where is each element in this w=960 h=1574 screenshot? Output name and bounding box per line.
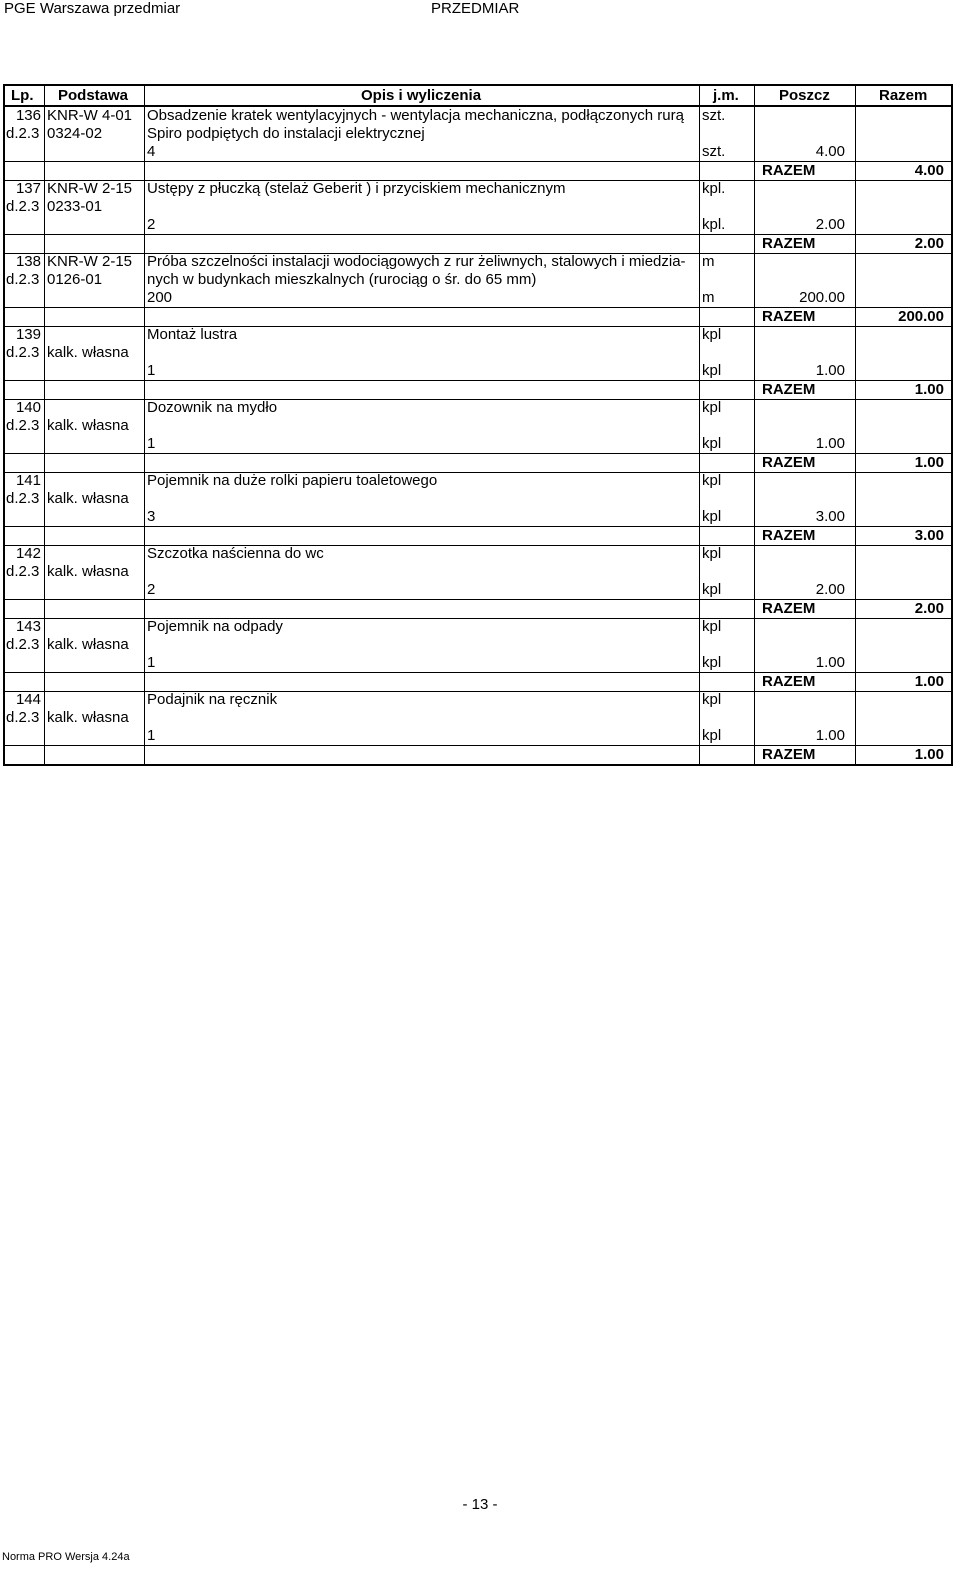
calculation-expression: 2 <box>147 581 156 598</box>
calculation-expression: 1 <box>147 435 156 452</box>
calculation-value: 2.00 <box>815 216 845 233</box>
item-number: 140 <box>15 399 41 416</box>
item-number: 137 <box>15 180 41 197</box>
calculation-value: 2.00 <box>815 581 845 598</box>
item-description: Podajnik na ręcznik <box>147 691 278 708</box>
calculation-value: 200.00 <box>799 289 845 306</box>
column-header-opis: Opis i wyliczenia <box>361 87 482 104</box>
calc-row-separator <box>5 526 951 527</box>
razem-label: RAZEM <box>762 673 816 690</box>
calc-row-separator <box>5 745 951 746</box>
razem-label: RAZEM <box>762 527 816 544</box>
calculation-expression: 1 <box>147 727 156 744</box>
item-description: Pojemnik na odpady <box>147 618 283 635</box>
calculation-unit: kpl <box>702 362 722 379</box>
calculation-value: 1.00 <box>815 727 845 744</box>
column-header-lp: Lp. <box>11 87 34 104</box>
item-unit: kpl <box>702 399 722 416</box>
razem-value: 1.00 <box>914 746 944 763</box>
calculation-expression: 2 <box>147 216 156 233</box>
razem-label: RAZEM <box>762 454 816 471</box>
calculation-value: 1.00 <box>815 654 845 671</box>
calc-row-separator <box>5 234 951 235</box>
calculation-expression: 1 <box>147 362 156 379</box>
calc-row-separator <box>5 307 951 308</box>
column-divider <box>699 86 700 764</box>
razem-value: 1.00 <box>914 454 944 471</box>
item-section: d.2.3 <box>6 636 40 653</box>
calculation-value: 3.00 <box>815 508 845 525</box>
item-description: Pojemnik na duże rolki papieru toaletowego <box>147 472 438 489</box>
calculation-unit: kpl <box>702 581 722 598</box>
item-number: 136 <box>15 107 41 124</box>
page-number: - 13 - <box>462 1496 498 1513</box>
calculation-unit: szt. <box>702 143 726 160</box>
item-description: Montaż lustra <box>147 326 238 343</box>
column-divider <box>44 86 45 764</box>
item-unit: kpl <box>702 618 722 635</box>
item-description-line2: nych w budynkach mieszkalnych (rurociąg o śr. do 65 mm) <box>147 271 537 288</box>
calculation-expression: 3 <box>147 508 156 525</box>
item-basis-code: KNR-W 4-01 <box>47 107 133 124</box>
column-header-jm: j.m. <box>713 87 739 104</box>
calc-row-separator <box>5 453 951 454</box>
item-unit: kpl <box>702 472 722 489</box>
calculation-unit: kpl <box>702 508 722 525</box>
razem-label: RAZEM <box>762 746 816 763</box>
item-number: 142 <box>15 545 41 562</box>
calculation-expression: 4 <box>147 143 156 160</box>
calculation-expression: 200 <box>147 289 173 306</box>
item-description-line2: Spiro podpiętych do instalacji elektrycznej <box>147 125 425 142</box>
calculation-unit: kpl <box>702 435 722 452</box>
calculation-value: 1.00 <box>815 362 845 379</box>
item-unit: kpl <box>702 691 722 708</box>
razem-label: RAZEM <box>762 600 816 617</box>
item-unit: m <box>702 253 715 270</box>
item-basis-detail: 0324-02 <box>47 125 103 142</box>
item-unit: kpl. <box>702 180 726 197</box>
item-description: Próba szczelności instalacji wodociągowych z rur żeliwnych, stalowych i miedzia- <box>147 253 686 270</box>
calc-row-separator <box>5 672 951 673</box>
calculation-value: 1.00 <box>815 435 845 452</box>
calculation-unit: kpl <box>702 654 722 671</box>
calculation-value: 4.00 <box>815 143 845 160</box>
item-number: 141 <box>15 472 41 489</box>
item-description: Obsadzenie kratek wentylacyjnych - wentylacja mechaniczna, podłączonych rurą <box>147 107 684 124</box>
column-header-poszcz: Poszcz <box>779 87 830 104</box>
item-unit: kpl <box>702 326 722 343</box>
calculation-expression: 1 <box>147 654 156 671</box>
item-number: 138 <box>15 253 41 270</box>
item-basis-code: KNR-W 2-15 <box>47 253 133 270</box>
item-basis-detail: kalk. własna <box>47 636 129 653</box>
item-basis-code: KNR-W 2-15 <box>47 180 133 197</box>
software-version-note: Norma PRO Wersja 4.24a <box>2 1551 130 1563</box>
calculation-unit: m <box>702 289 715 306</box>
calculation-unit: kpl <box>702 727 722 744</box>
przedmiar-table <box>3 84 953 766</box>
razem-value: 200.00 <box>898 308 944 325</box>
item-description: Dozownik na mydło <box>147 399 278 416</box>
item-number: 144 <box>15 691 41 708</box>
calc-row-separator <box>5 380 951 381</box>
razem-value: 4.00 <box>914 162 944 179</box>
calc-row-separator <box>5 161 951 162</box>
item-section: d.2.3 <box>6 417 40 434</box>
item-section: d.2.3 <box>6 125 40 142</box>
razem-label: RAZEM <box>762 308 816 325</box>
item-basis-detail: 0126-01 <box>47 271 103 288</box>
header-title: PGE Warszawa przedmiar <box>4 0 181 17</box>
item-basis-detail: 0233-01 <box>47 198 103 215</box>
razem-value: 1.00 <box>914 673 944 690</box>
item-basis-detail: kalk. własna <box>47 490 129 507</box>
item-unit: szt. <box>702 107 726 124</box>
razem-label: RAZEM <box>762 381 816 398</box>
item-basis-detail: kalk. własna <box>47 709 129 726</box>
item-unit: kpl <box>702 545 722 562</box>
header-document-type: PRZEDMIAR <box>431 0 520 17</box>
item-number: 143 <box>15 618 41 635</box>
razem-label: RAZEM <box>762 162 816 179</box>
column-header-razem: Razem <box>879 87 928 104</box>
column-divider <box>855 86 856 764</box>
razem-label: RAZEM <box>762 235 816 252</box>
calculation-unit: kpl. <box>702 216 726 233</box>
item-section: d.2.3 <box>6 490 40 507</box>
item-section: d.2.3 <box>6 563 40 580</box>
calc-row-separator <box>5 599 951 600</box>
item-description: Ustępy z płuczką (stelaż Geberit ) i przyciskiem mechanicznym <box>147 180 566 197</box>
razem-value: 3.00 <box>914 527 944 544</box>
item-basis-detail: kalk. własna <box>47 563 129 580</box>
item-section: d.2.3 <box>6 198 40 215</box>
column-divider <box>754 86 755 764</box>
item-description: Szczotka naścienna do wc <box>147 545 324 562</box>
item-section: d.2.3 <box>6 344 40 361</box>
razem-value: 1.00 <box>914 381 944 398</box>
item-number: 139 <box>15 326 41 343</box>
column-header-podstawa: Podstawa <box>58 87 129 104</box>
item-basis-detail: kalk. własna <box>47 417 129 434</box>
razem-value: 2.00 <box>914 600 944 617</box>
item-basis-detail: kalk. własna <box>47 344 129 361</box>
item-section: d.2.3 <box>6 709 40 726</box>
item-section: d.2.3 <box>6 271 40 288</box>
column-divider <box>144 86 145 764</box>
razem-value: 2.00 <box>914 235 944 252</box>
